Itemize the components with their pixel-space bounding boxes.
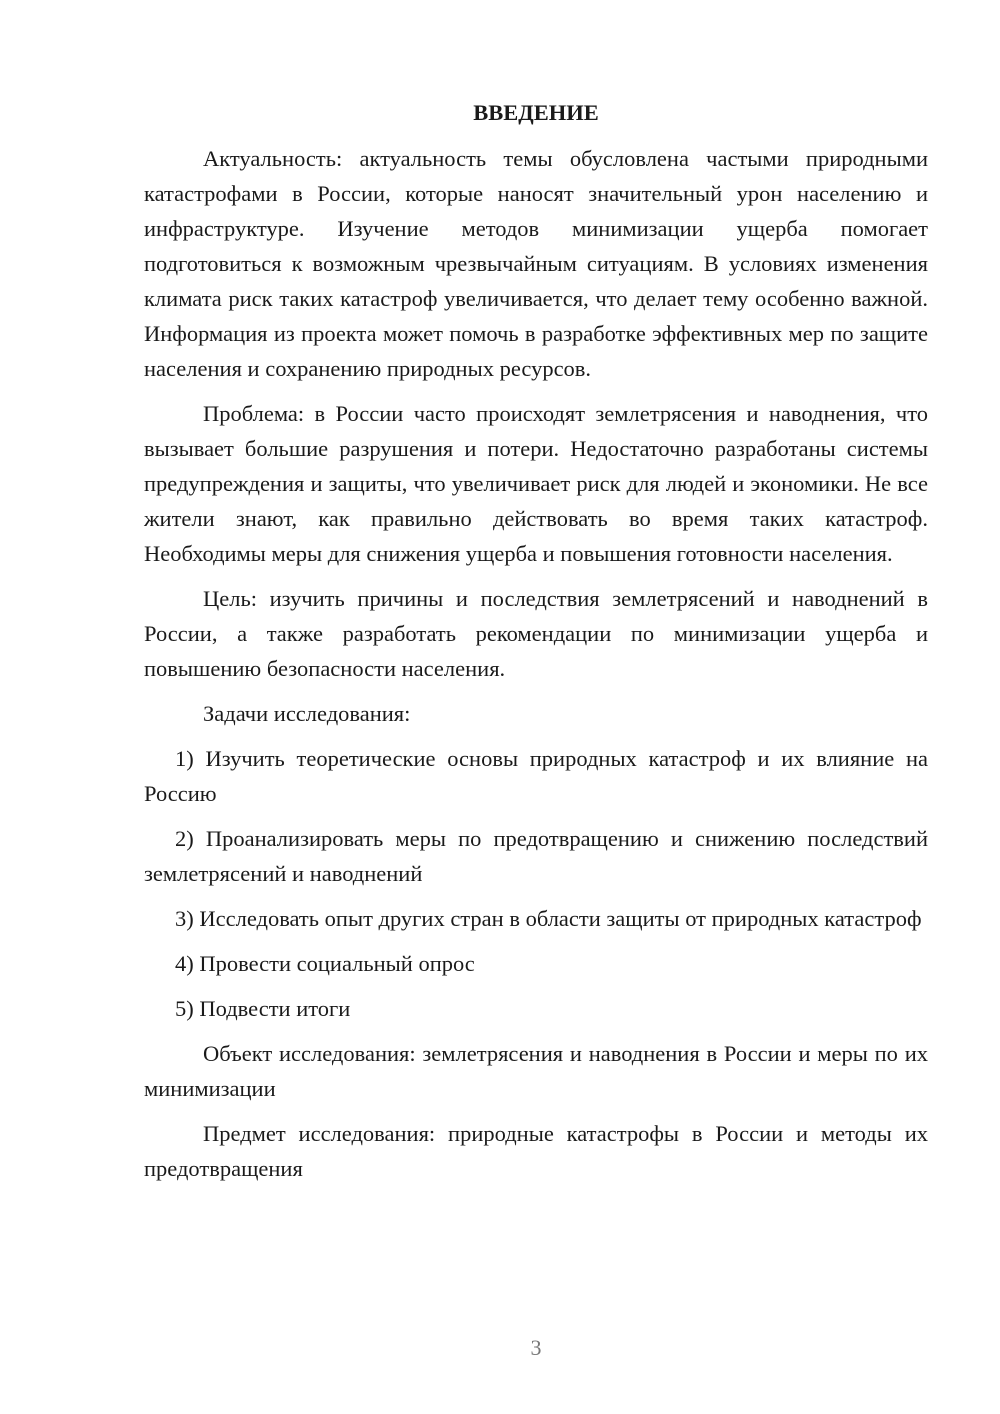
page-content <box>144 95 928 1196</box>
paragraph-relevance: Актуальность: актуальность темы обусловлена частыми природными катастрофами в России, которые наносят значительный урон населению и инфраструктуре. Изучение методов минимизации ущерба помогает подготовиться к возможным чрезвычайным ситуациям. В условиях изменения климата риск таких катастроф увеличивается, что делает тему особенно важной. Информация из проекта может помочь в разработке эффективных мер по защите населения и сохранению природных ресурсов. <box>144 146 928 381</box>
paragraph-problem: Проблема: в России часто происходят землетрясения и наводнения, что вызывает большие разрушения и потери. Недостаточно разработаны системы предупреждения и защиты, что увеличивает риск для людей и экономики. Не все жители знают, как правильно действовать во время таких катастроф. Необходимы меры для снижения ущерба и повышения готовности населения. <box>144 401 928 566</box>
task-item-2: 2) Проанализировать меры по предотвращению и снижению последствий землетрясений и наводнений <box>144 826 928 886</box>
page-number: 3 <box>530 1335 542 1360</box>
page-title: ВВЕДЕНИЕ <box>473 100 599 125</box>
research-subject: Предмет исследования: природные катастрофы в России и методы их предотвращения <box>144 1121 928 1181</box>
paragraph-goal: Цель: изучить причины и последствия землетрясений и наводнений в России, а также разработать рекомендации по минимизации ущерба и повышению безопасности населения. <box>144 586 928 681</box>
tasks-heading: Задачи исследования: <box>203 701 411 726</box>
research-object: Объект исследования: землетрясения и наводнения в России и меры по их минимизации <box>144 1041 928 1101</box>
task-item-3: 3) Исследовать опыт других стран в области защиты от природных катастроф <box>175 906 922 931</box>
task-item-5: 5) Подвести итоги <box>175 996 351 1021</box>
task-item-4: 4) Провести социальный опрос <box>175 951 475 976</box>
task-item-1: 1) Изучить теоретические основы природных катастроф и их влияние на Россию <box>144 746 928 806</box>
